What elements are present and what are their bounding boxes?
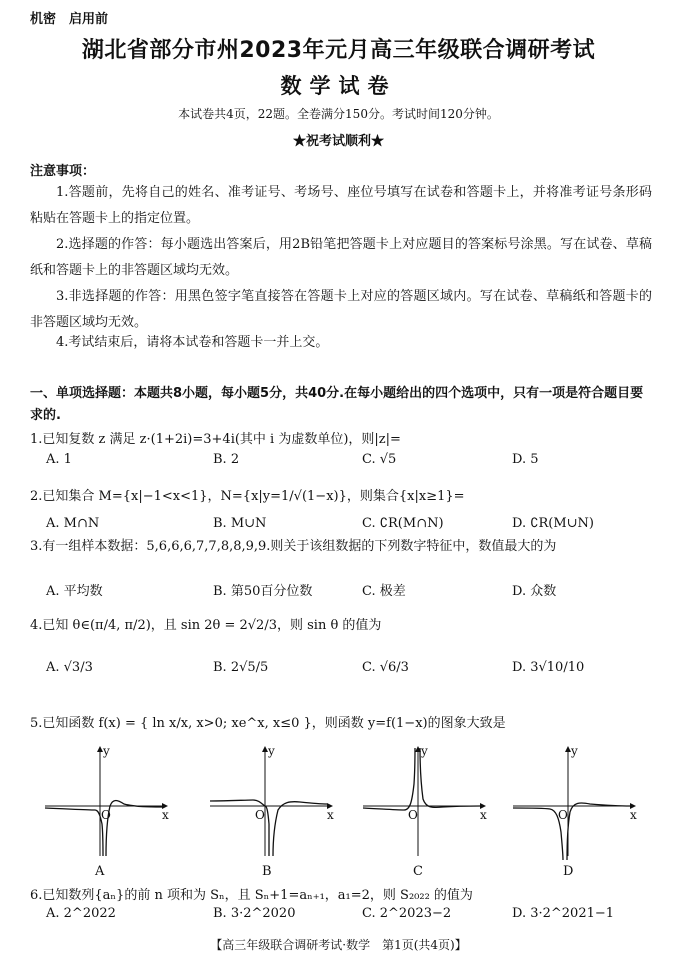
q3-option-a: A. 平均数 [46, 584, 103, 599]
question-6: 6.已知数列{aₙ}的前 n 项和为 Sₙ，且 Sₙ+1=aₙ₊₁，a₁=2，则 S₂₀₂₂ 的值为 [30, 888, 473, 903]
exam-info: 本试卷共4页，22题。全卷满分150分。考试时间120分钟。 [178, 107, 499, 121]
graph-b [205, 744, 335, 862]
graph-b-origin-label: O [255, 808, 265, 822]
graph-a-origin-label: O [101, 808, 111, 822]
graph-d [508, 744, 638, 862]
graph-c-x-label: x [480, 808, 487, 822]
notice-title: 注意事项： [30, 164, 96, 179]
section-title: 一、单项选择题：本题共8小题，每小题5分，共40分.在每小题给出的四个选项中，只有一项是符合题目要求的. [30, 386, 644, 423]
graph-a [40, 744, 170, 862]
q1-option-a: A. 1 [46, 452, 72, 467]
q4-option-c: C. √6/3 [362, 660, 409, 675]
q2-option-a: A. M∩N [46, 516, 100, 531]
graph-c-origin-label: O [408, 808, 418, 822]
question-5: 5.已知函数 f(x) = { ln x/x, x>0; xe^x, x≤0 }，则函数 y=f(1−x)的图象大致是 [30, 716, 506, 731]
q2-option-c: C. ∁R(M∩N) [362, 516, 444, 531]
graph-d-origin-label: O [558, 808, 568, 822]
notice-item: 3.非选择题的作答：用黑色签字笔直接答在答题卡上对应的答题区域内。写在试卷、草稿纸和答题卡的非答题区域均无效。 [30, 289, 652, 330]
graph-d-y-label: y [571, 744, 578, 758]
q1-option-b: B. 2 [213, 452, 240, 467]
graph-d-x-label: x [630, 808, 637, 822]
q6-option-c: C. 2^2023−2 [362, 906, 452, 921]
q6-option-d: D. 3·2^2021−1 [512, 906, 615, 921]
q1-option-c: C. √5 [362, 452, 397, 467]
graph-a-x-label: x [162, 808, 169, 822]
graph-a-y-label: y [103, 744, 110, 758]
q6-option-b: B. 3·2^2020 [213, 906, 296, 921]
graph-c-label: C [413, 864, 423, 879]
notice-item: 1.答题前，先将自己的姓名、准考证号、考场号、座位号填写在试卷和答题卡上，并将准考证号条形码粘贴在答题卡上的指定位置。 [30, 185, 652, 226]
q6-option-a: A. 2^2022 [46, 906, 116, 921]
graph-c-y-label: y [421, 744, 428, 758]
question-1: 1.已知复数 z 满足 z·(1+2i)=3+4i(其中 i 为虚数单位)，则|z|= [30, 432, 401, 447]
graph-b-x-label: x [327, 808, 334, 822]
graph-b-label: B [262, 864, 272, 879]
blessing: ★祝考试顺利★ [292, 134, 384, 149]
graph-a-label: A [95, 864, 105, 879]
q1-option-d: D. 5 [512, 452, 539, 467]
q4-option-a: A. √3/3 [46, 660, 93, 675]
confidential-label: 机密 启用前 [30, 12, 109, 27]
q3-option-c: C. 极差 [362, 584, 406, 599]
graph-c [358, 744, 488, 862]
question-3: 3.有一组样本数据：5,6,6,6,7,7,8,8,9,9.则关于该组数据的下列数字特征中，数值最大的为 [30, 539, 557, 554]
graph-d-label: D [563, 864, 574, 879]
notice-item: 2.选择题的作答：每小题选出答案后，用2B铅笔把答题卡上对应题目的答案标号涂黑。写在试卷、草稿纸和答题卡上的非答题区域均无效。 [30, 237, 652, 278]
graph-b-y-label: y [268, 744, 275, 758]
question-2: 2.已知集合 M={x|−1<x<1}，N={x|y=1/√(1−x)}，则集合{x|x≥1}= [30, 489, 465, 504]
q3-option-b: B. 第50百分位数 [213, 584, 313, 599]
q4-option-b: B. 2√5/5 [213, 660, 269, 675]
notice-item: 4.考试结束后，请将本试卷和答题卡一并上交。 [56, 335, 329, 350]
exam-title: 湖北省部分市州2023年元月高三年级联合调研考试 [81, 38, 596, 63]
q2-option-b: B. M∪N [213, 516, 267, 531]
q3-option-d: D. 众数 [512, 584, 557, 599]
question-4: 4.已知 θ∈(π/4, π/2)，且 sin 2θ = 2√2/3，则 sin θ 的值为 [30, 618, 382, 633]
page-footer: 【高三年级联合调研考试·数学 第1页(共4页)】 [210, 938, 467, 952]
subject-title: 数学试卷 [280, 74, 397, 98]
q2-option-d: D. ∁R(M∪N) [512, 516, 595, 531]
q4-option-d: D. 3√10/10 [512, 660, 585, 675]
